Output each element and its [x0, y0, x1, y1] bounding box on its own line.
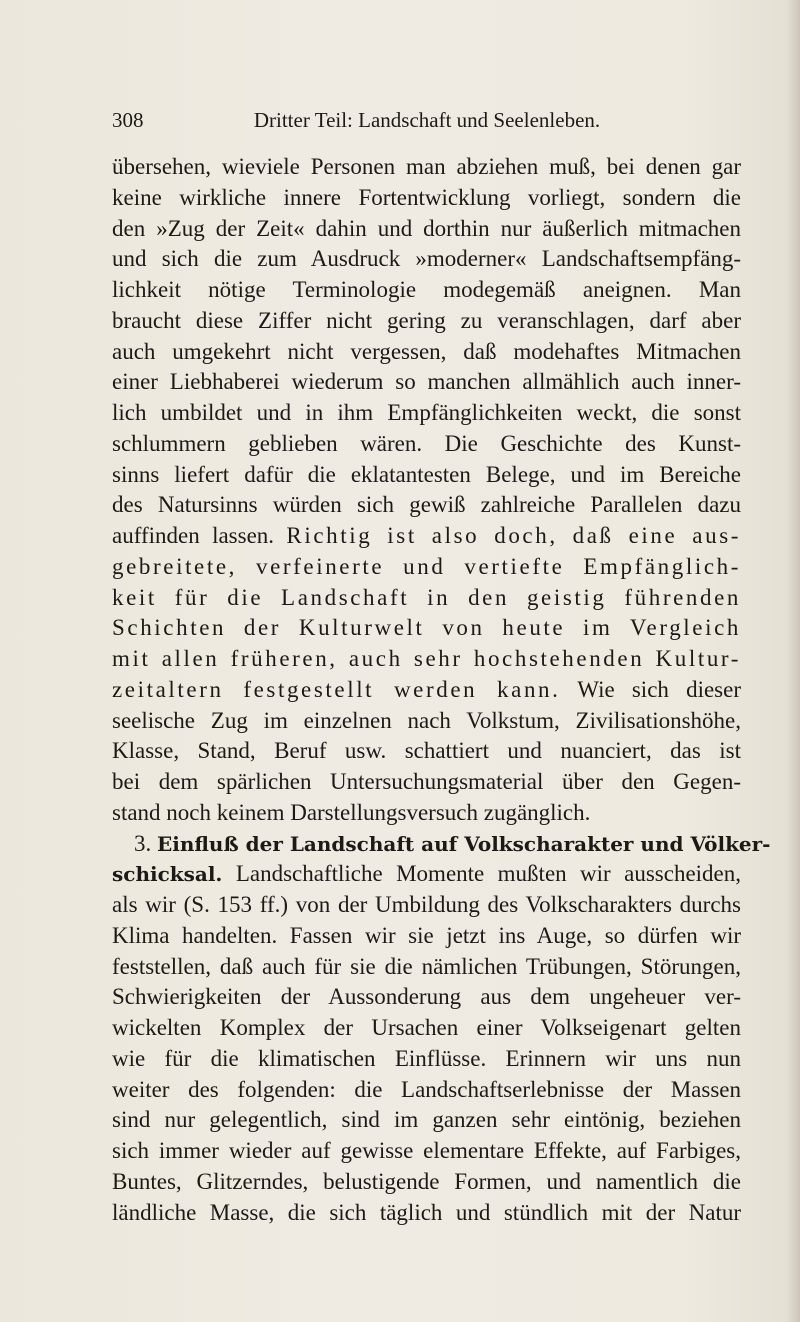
text-line: keine wirkliche innere Fortentwicklung vorliegt, sondern die	[112, 184, 741, 210]
section-heading-line	[112, 829, 771, 860]
text-line: als wir (S. 153 ff.) von der Umbildung des Volkscharakters durchs	[112, 892, 741, 917]
text-line: sich immer wieder auf gewisse elementare Effekte, auf Farbiges,	[112, 1138, 741, 1163]
spaced-emphasis-line: gebreitete, verfeinerte und vertiefte Empfänglich-	[112, 553, 741, 579]
section-title-continued: schicksal.	[112, 862, 223, 887]
text-line: wie für die klimatischen Einflüsse. Erinnern wir uns nun	[112, 1045, 741, 1071]
text-line: sind nur gelegentlich, sind im ganzen sehr eintönig, beziehen	[112, 1107, 741, 1133]
section-heading-line	[112, 859, 741, 890]
spaced-emphasis-line: keit für die Landschaft in den geistig führenden	[112, 584, 741, 610]
text-line: wickelten Komplex der Ursachen einer Volkseigenart gelten	[112, 1015, 741, 1040]
spaced-emphasis: zeitaltern festgestellt werden kann.	[112, 676, 561, 702]
text-segment: auffinden lassen.	[112, 523, 275, 548]
running-head: Dritter Teil: Landschaft und Seelenleben.	[253, 108, 601, 132]
text-line: sinns liefert dafür die eklatantesten Belege, und im Bereiche	[112, 461, 741, 487]
text-line: den »Zug der Zeit« dahin und dorthin nur äußerlich mitmachen	[112, 215, 741, 241]
spaced-emphasis-line: mit allen früheren, auch sehr hochstehenden Kultur-	[112, 646, 741, 671]
text-line: einer Liebhaberei wiederum so manchen allmählich auch inner-	[112, 369, 741, 395]
text-line: auch umgekehrt nicht vergessen, daß modehaftes Mitmachen	[112, 338, 741, 364]
text-line: lichkeit nötige Terminologie modegemäß aneignen. Man	[112, 277, 741, 302]
text-line: ländliche Masse, die sich täglich und stündlich mit der Natur	[112, 1199, 741, 1225]
text-line: bei dem spärlichen Untersuchungsmaterial über den Gegen-	[112, 769, 741, 794]
text-line: übersehen, wieviele Personen man abziehen muß, bei denen gar	[112, 154, 741, 179]
page-number: 308	[112, 108, 144, 132]
text-segment: Landschaftliche Momente mußten wir ausscheiden,	[235, 861, 742, 887]
text-line: des Natursinns würden sich gewiß zahlreiche Parallelen dazu	[112, 492, 741, 518]
text-line: Klasse, Stand, Beruf usw. schattiert und nuanciert, das ist	[112, 738, 741, 764]
text-line: Schwierigkeiten der Aussonderung aus dem ungeheuer ver-	[112, 984, 741, 1010]
text-line: Buntes, Glitzerndes, belustigende Formen, und namentlich die	[112, 1168, 741, 1194]
spaced-emphasis: Richtig ist also doch, daß eine aus-	[286, 523, 742, 548]
text-segment: Wie sich dieser	[577, 676, 742, 702]
text-line: weiter des folgenden: die Landschaftserlebnisse der Massen	[112, 1076, 741, 1102]
page-header	[112, 108, 742, 138]
text-line: braucht diese Ziffer nicht gering zu veranschlagen, darf aber	[112, 307, 741, 333]
text-line: und sich die zum Ausdruck »moderner« Landschaftsempfäng-	[112, 246, 741, 272]
text-line-mixed	[112, 675, 741, 706]
text-line: schlummern geblieben wären. Die Geschichte des Kunst-	[112, 430, 741, 456]
text-line-mixed	[112, 521, 741, 552]
text-line: stand noch keinem Darstellungsversuch zugänglich.	[112, 799, 591, 825]
section-number: 3.	[134, 830, 152, 856]
text-line: feststellen, daß auch für sie die nämlichen Trübungen, Störungen,	[112, 953, 741, 979]
section-title: Einfluß der Landschaft auf Volkscharakter und Völker-	[157, 831, 771, 856]
body-text	[112, 152, 771, 1228]
spaced-emphasis-line: Schichten der Kulturwelt von heute im Vergleich	[112, 615, 741, 641]
text-line: lich umbildet und in ihm Empfänglichkeiten weckt, die sonst	[112, 400, 741, 425]
text-line: Klima handelten. Fassen wir sie jetzt ins Auge, so dürfen wir	[112, 922, 741, 948]
page-edge-shadow	[786, 0, 800, 1322]
text-line: seelische Zug im einzelnen nach Volkstum, Zivilisationshöhe,	[112, 707, 741, 733]
